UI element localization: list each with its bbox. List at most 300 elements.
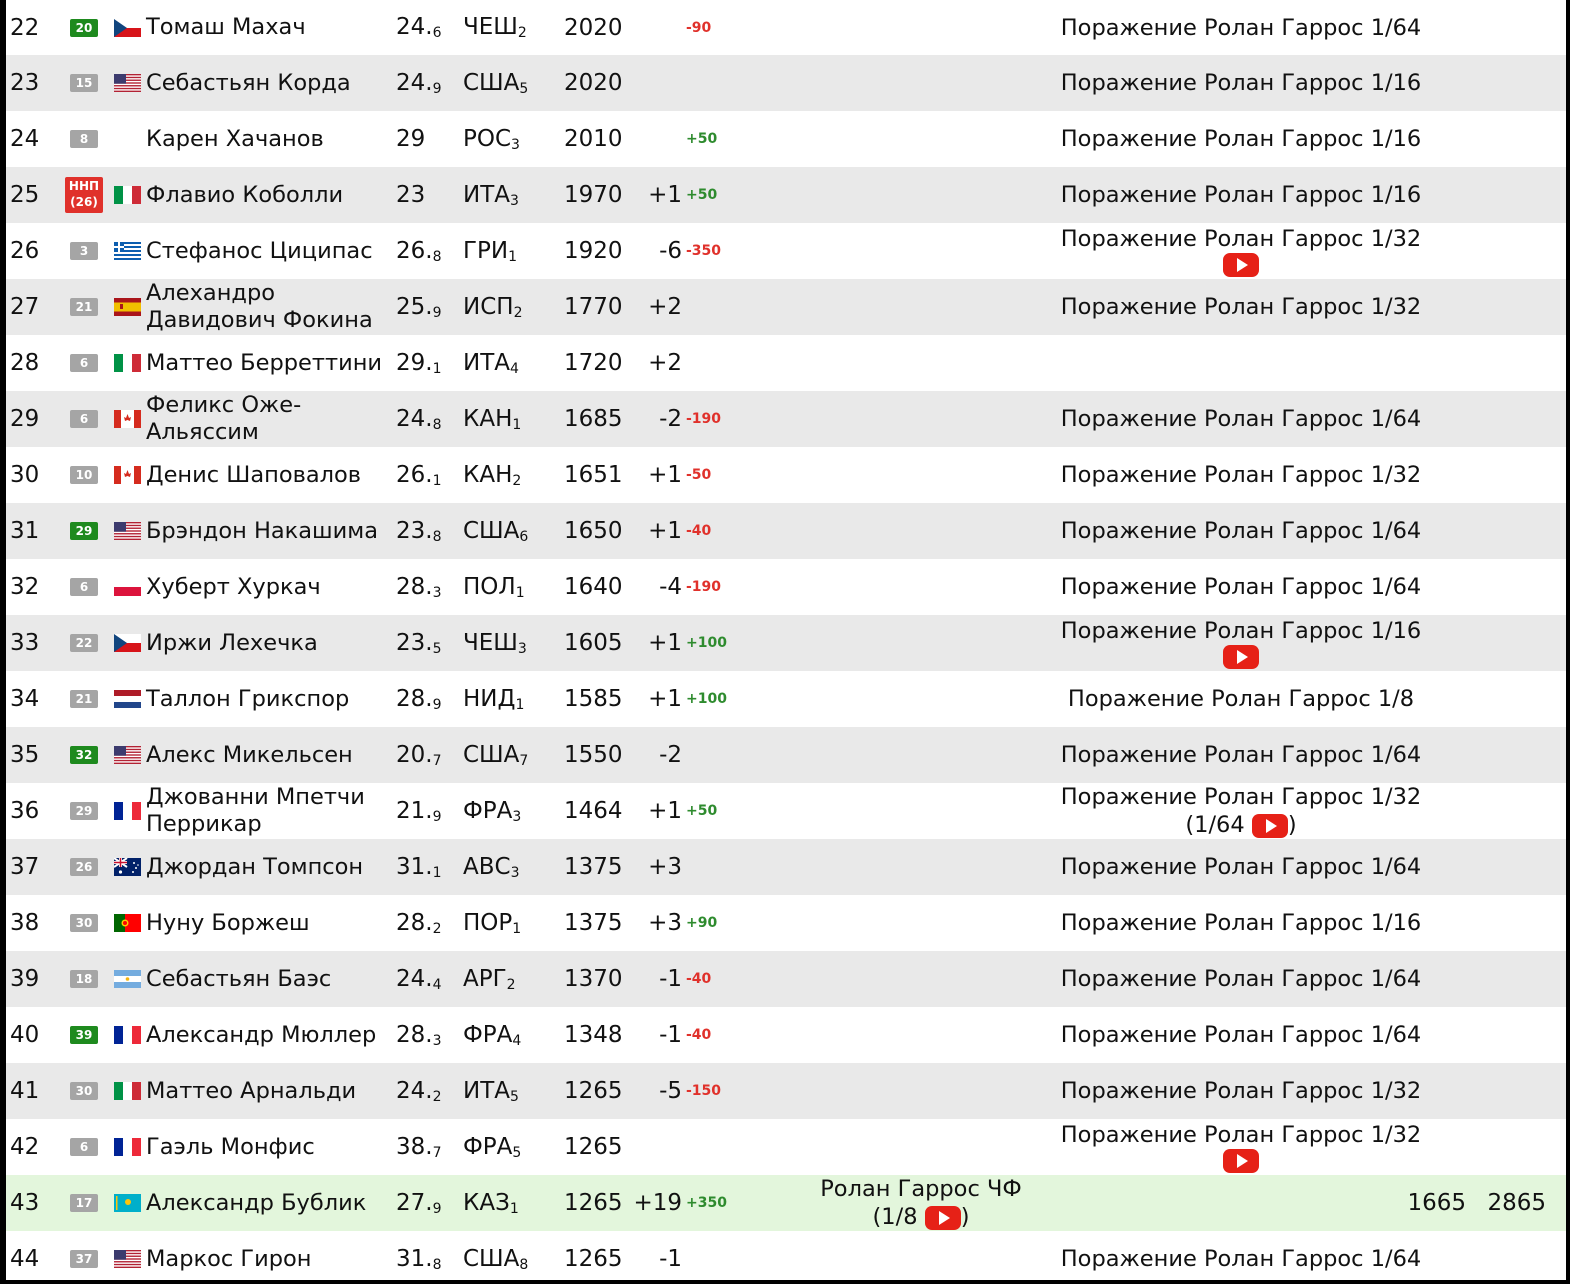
rank-change-badge: 37 <box>70 1250 98 1268</box>
result-text: Поражение Ролан Гаррос 1/64 <box>1060 1246 1422 1272</box>
player-name[interactable]: Брэндон Накашима <box>146 517 379 544</box>
country-cell <box>463 1119 543 1175</box>
country-cell <box>463 335 543 391</box>
points-delta: -90 <box>686 19 712 36</box>
rank-move: +1 <box>648 182 682 208</box>
italy-flag-icon <box>114 1082 141 1100</box>
points: 1265 <box>564 1246 623 1272</box>
result-cell <box>1056 223 1426 279</box>
player-name[interactable]: Флавио Коболли <box>146 181 344 208</box>
table-row <box>6 111 1566 167</box>
max-points <box>1476 783 1546 839</box>
player-name[interactable]: Гаэль Монфис <box>146 1133 315 1160</box>
player-name[interactable]: Джованни Мпетчи Перрикар <box>146 784 365 837</box>
points-delta <box>686 1119 746 1175</box>
rank: 22 <box>10 14 40 41</box>
player-age: $23._8$ <box>396 517 442 545</box>
player-name[interactable]: Феликс Оже-Альяссим <box>146 392 302 445</box>
result-text: Поражение Ролан Гаррос 1/16 <box>1060 182 1422 208</box>
result-cell <box>1056 1119 1426 1175</box>
player-name[interactable]: Себастьян Баэс <box>146 965 332 992</box>
age-cell <box>396 895 456 951</box>
rank: 38 <box>10 910 40 936</box>
age-cell <box>396 0 456 55</box>
result-text: Поражение Ролан Гаррос 1/32 <box>1060 462 1422 488</box>
player-name[interactable]: Карен Хачанов <box>146 125 324 152</box>
max-points <box>1476 1063 1546 1119</box>
max-points <box>1476 279 1546 335</box>
rank-change-cell <box>61 951 107 1007</box>
flag-cell <box>112 279 142 335</box>
rank-move: -4 <box>659 574 682 600</box>
usa-flag-icon <box>114 522 141 540</box>
flag-cell <box>112 1175 142 1231</box>
player-name[interactable]: Хуберт Хуркач <box>146 573 321 600</box>
rank-move: -2 <box>659 406 682 432</box>
table-row <box>6 55 1566 111</box>
points-delta: -350 <box>686 243 722 259</box>
current-tournament-cell <box>776 895 1066 951</box>
rank-move: +2 <box>648 294 682 320</box>
country-cell <box>463 615 543 671</box>
player-age: 29 <box>396 125 426 152</box>
result-text: Поражение Ролан Гаррос 1/64 <box>1060 966 1422 992</box>
flag-cell <box>112 1119 142 1175</box>
country-cell <box>463 727 543 783</box>
current-tournament-cell <box>776 0 1066 55</box>
usa-flag-icon <box>114 74 141 92</box>
france-flag-icon <box>114 1026 141 1044</box>
rank: 35 <box>10 742 40 768</box>
rank-change-badge: 39 <box>70 1026 98 1044</box>
rank-change-badge: 30 <box>70 914 98 932</box>
points-delta: -40 <box>686 523 712 539</box>
result-cell <box>1056 1063 1426 1119</box>
result-text: Поражение Ролан Гаррос 1/8 <box>1067 686 1415 712</box>
player-name[interactable]: Алехандро Давидович Фокина <box>146 280 373 333</box>
country-cell <box>463 839 543 895</box>
current-tournament-cell <box>776 111 1066 167</box>
rank-change-badge: 18 <box>70 970 98 988</box>
player-age: $25._9$ <box>396 293 442 321</box>
rank-change-cell <box>61 727 107 783</box>
rank-move: +1 <box>648 518 682 544</box>
points: 2010 <box>564 126 623 152</box>
country-cell <box>463 1175 543 1231</box>
flag-cell <box>112 951 142 1007</box>
max-points <box>1476 335 1546 391</box>
country-cell <box>463 1007 543 1063</box>
rank: 25 <box>10 182 40 208</box>
country-cell <box>463 55 543 111</box>
points-delta: -190 <box>686 411 722 427</box>
result-text: Поражение Ролан Гаррос 1/64 <box>1060 854 1422 880</box>
points-delta <box>686 279 746 335</box>
projected-points <box>1396 559 1466 615</box>
max-points <box>1476 727 1546 783</box>
rank: 36 <box>10 798 40 824</box>
rank-move: -2 <box>659 742 682 768</box>
rank-change-badge: 29 <box>70 802 98 820</box>
player-name[interactable]: Стефанос Циципас <box>146 237 373 264</box>
points: 2020 <box>564 70 623 96</box>
youtube-icon[interactable] <box>925 1206 961 1230</box>
result-text: Поражение Ролан Гаррос 1/32 <box>1060 226 1422 252</box>
country-code: $ГРИ_1$ <box>463 237 518 265</box>
current-tournament-cell <box>776 335 1066 391</box>
youtube-icon[interactable] <box>1252 814 1288 838</box>
flag-cell <box>112 223 142 279</box>
projected-points <box>1396 391 1466 447</box>
player-name[interactable]: Таллон Грикспор <box>146 685 350 712</box>
rank-move: +3 <box>648 910 682 936</box>
rank-change-cell <box>61 111 107 167</box>
rank-change-cell <box>61 615 107 671</box>
country-code: $КАН_1$ <box>463 405 522 433</box>
player-name[interactable]: Себастьян Корда <box>146 69 351 96</box>
italy-flag-icon <box>114 186 141 204</box>
player-age: $24._4$ <box>396 965 442 993</box>
france-flag-icon <box>114 1138 141 1156</box>
flag-cell <box>112 167 142 223</box>
country-code: $АВС_3$ <box>463 853 520 881</box>
current-tournament-cell <box>776 391 1066 447</box>
rank-change-cell <box>61 671 107 727</box>
flag-cell <box>112 1063 142 1119</box>
points: 1640 <box>564 574 623 600</box>
rank-change-cell <box>61 279 107 335</box>
country-code: $ФРА_5$ <box>463 1133 522 1161</box>
table-row <box>6 1119 1566 1175</box>
country-code: $КАЗ_1$ <box>463 1189 519 1217</box>
rank: 30 <box>10 462 40 488</box>
player-name[interactable]: Алекс Микельсен <box>146 741 353 768</box>
flag-cell <box>112 55 142 111</box>
rank: 37 <box>10 854 40 880</box>
table-row <box>6 951 1566 1007</box>
projected-points <box>1396 0 1466 55</box>
points-delta: -190 <box>686 579 722 595</box>
age-cell <box>396 727 456 783</box>
projected-points <box>1396 783 1466 839</box>
projected-points <box>1396 447 1466 503</box>
result-cell <box>1056 503 1426 559</box>
flag-cell <box>112 335 142 391</box>
flag-cell <box>112 895 142 951</box>
age-cell <box>396 783 456 839</box>
current-tournament-cell <box>776 279 1066 335</box>
points-delta: +100 <box>686 691 727 707</box>
result-cell <box>1056 1007 1426 1063</box>
youtube-icon[interactable] <box>1223 253 1259 277</box>
player-age: $31._8$ <box>396 1245 442 1273</box>
player-name[interactable]: Александр Бублик <box>146 1189 367 1216</box>
projected-points <box>1396 1063 1466 1119</box>
result-text: Поражение Ролан Гаррос 1/32 <box>1060 1122 1422 1148</box>
player-name[interactable]: Александр Мюллер <box>146 1021 377 1048</box>
rank: 23 <box>10 70 40 96</box>
rank-change-badge: 15 <box>70 74 98 92</box>
points: 2020 <box>564 14 623 41</box>
table-row <box>6 391 1566 447</box>
projected-points <box>1396 727 1466 783</box>
table-row <box>6 559 1566 615</box>
player-name[interactable]: Нуну Боржеш <box>146 909 310 936</box>
rank-change-badge: 17 <box>70 1194 98 1212</box>
age-cell <box>396 391 456 447</box>
rank: 34 <box>10 686 40 712</box>
player-age: $26._1$ <box>396 461 442 489</box>
italy-flag-icon <box>114 354 141 372</box>
age-cell <box>396 335 456 391</box>
player-name[interactable]: Джордан Томпсон <box>146 853 364 880</box>
table-row <box>6 1007 1566 1063</box>
rank-change-badge: 21 <box>70 298 98 316</box>
result-cell <box>1056 1231 1426 1280</box>
player-age: $31._1$ <box>396 853 442 881</box>
poland-flag-icon <box>114 578 141 596</box>
points-delta <box>686 335 746 391</box>
result-text: Поражение Ролан Гаррос 1/32 <box>1060 1078 1422 1104</box>
rank-change-badge: 10 <box>70 466 98 484</box>
rank-move: +2 <box>648 350 682 376</box>
rank: 39 <box>10 966 40 992</box>
spain-flag-icon <box>114 298 141 316</box>
usa-flag-icon <box>114 1250 141 1268</box>
result-text: Поражение Ролан Гаррос 1/64 <box>1060 518 1422 544</box>
age-cell <box>396 559 456 615</box>
rank-move <box>636 0 682 55</box>
rank-move: +19 <box>633 1190 682 1216</box>
current-tournament-cell <box>776 447 1066 503</box>
result-cell <box>1056 55 1426 111</box>
current-tournament-cell <box>776 223 1066 279</box>
table-row <box>6 335 1566 391</box>
result-cell <box>1056 615 1426 671</box>
country-code: $США_7$ <box>463 741 529 769</box>
points: 1370 <box>564 966 623 992</box>
rank: 29 <box>10 406 40 432</box>
rank: 40 <box>10 1022 40 1048</box>
argentina-flag-icon <box>114 970 141 988</box>
rank-change-cell <box>61 783 107 839</box>
rank-change-badge: 6 <box>70 354 98 372</box>
rank-change-cell <box>61 55 107 111</box>
flag-cell <box>112 391 142 447</box>
points: 1770 <box>564 294 623 320</box>
age-cell <box>396 615 456 671</box>
result-cell <box>1056 447 1426 503</box>
table-row <box>6 895 1566 951</box>
points: 1970 <box>564 182 623 208</box>
country-code: $ИТА_4$ <box>463 349 519 377</box>
max-points <box>1476 0 1546 55</box>
flag-cell <box>112 1231 142 1280</box>
result-text: Поражение Ролан Гаррос 1/32 <box>1060 784 1422 810</box>
country-code: $ЧЕШ_3$ <box>463 629 527 657</box>
player-age: $28._2$ <box>396 909 442 937</box>
max-points <box>1476 839 1546 895</box>
country-code: $ЧЕШ_2$ <box>463 14 527 41</box>
projected-points <box>1396 895 1466 951</box>
age-cell <box>396 839 456 895</box>
player-age: $24._2$ <box>396 1077 442 1105</box>
result-cell: Поражение Ролан Гаррос 1/32 (1/64 ) <box>1060 784 1422 838</box>
flag-cell <box>112 111 142 167</box>
table-row <box>6 615 1566 671</box>
country-code: $КАН_2$ <box>463 461 522 489</box>
max-points <box>1476 447 1546 503</box>
max-points <box>1476 1007 1546 1063</box>
projected-points <box>1396 951 1466 1007</box>
projected-points <box>1396 1119 1466 1175</box>
rank-change-cell <box>61 335 107 391</box>
max-points <box>1476 503 1546 559</box>
rank: 33 <box>10 630 40 656</box>
player-age: $27._9$ <box>396 1189 442 1217</box>
age-cell <box>396 55 456 111</box>
flag-cell <box>112 615 142 671</box>
result-cell <box>1056 279 1426 335</box>
rank-move: +3 <box>648 854 682 880</box>
result-cell <box>1056 895 1426 951</box>
player-age: $23._5$ <box>396 629 442 657</box>
points: 1651 <box>564 462 623 488</box>
country-cell <box>463 279 543 335</box>
rank-change-badge: 6 <box>70 410 98 428</box>
player-age: $26._8$ <box>396 237 442 265</box>
projected-points <box>1396 839 1466 895</box>
player-name[interactable]: Иржи Лехечка <box>146 629 318 656</box>
points-delta: +90 <box>686 915 718 931</box>
flag-cell <box>112 503 142 559</box>
table-row <box>6 1175 1566 1231</box>
current-tournament-cell <box>776 727 1066 783</box>
rank: 43 <box>10 1190 40 1216</box>
rank-change-badge: ННП (26) <box>65 177 103 213</box>
player-name[interactable]: Денис Шаповалов <box>146 461 362 488</box>
country-cell <box>463 895 543 951</box>
points-delta <box>686 839 746 895</box>
player-name[interactable]: Томаш Махач <box>146 14 306 40</box>
canada-flag-icon <box>114 410 141 428</box>
player-age: $20._7$ <box>396 741 442 769</box>
country-code: $РОС_3$ <box>463 125 520 153</box>
result-text: Поражение Ролан Гаррос 1/64 <box>1060 406 1422 432</box>
youtube-icon[interactable] <box>1223 1149 1259 1173</box>
age-cell <box>396 1007 456 1063</box>
rank-move <box>636 55 682 111</box>
points: 1348 <box>564 1022 623 1048</box>
projected-points <box>1396 111 1466 167</box>
current-tournament-cell <box>776 503 1066 559</box>
age-cell <box>396 223 456 279</box>
rank-move: -6 <box>659 238 682 264</box>
rank-change-badge: 8 <box>70 130 98 148</box>
rank-move <box>636 1119 682 1175</box>
rank: 26 <box>10 238 40 264</box>
player-name[interactable]: Маттео Арнальди <box>146 1077 357 1104</box>
rank-change-cell <box>61 223 107 279</box>
projected-points <box>1396 167 1466 223</box>
points-delta: +100 <box>686 635 727 651</box>
rank-change-cell <box>61 167 107 223</box>
rank-change-badge: 26 <box>70 858 98 876</box>
rank-change-cell <box>61 1007 107 1063</box>
max-points <box>1476 1119 1546 1175</box>
max-points: 2865 <box>1487 1190 1546 1216</box>
czech-flag-icon <box>114 19 141 37</box>
current-tournament-cell <box>776 1119 1066 1175</box>
points: 1550 <box>564 742 623 768</box>
player-age: $28._9$ <box>396 685 442 713</box>
rank: 41 <box>10 1078 40 1104</box>
flag-cell <box>112 727 142 783</box>
country-cell <box>463 1231 543 1280</box>
projected-points <box>1396 615 1466 671</box>
player-age: $24._8$ <box>396 405 442 433</box>
youtube-icon[interactable] <box>1223 645 1259 669</box>
max-points <box>1476 671 1546 727</box>
usa-flag-icon <box>114 746 141 764</box>
result-text: Поражение Ролан Гаррос 1/16 <box>1060 618 1422 644</box>
table-row <box>6 839 1566 895</box>
current-tournament-cell <box>776 671 1066 727</box>
player-name[interactable]: Маттео Берреттини <box>146 349 383 376</box>
projected-points <box>1396 1007 1466 1063</box>
player-name[interactable]: Маркос Гирон <box>146 1245 312 1272</box>
points-delta: -40 <box>686 1027 712 1043</box>
points-delta: +50 <box>686 803 718 819</box>
result-cell <box>1056 671 1426 727</box>
current-tournament-cell <box>776 615 1066 671</box>
country-code: $ФРА_3$ <box>463 797 522 825</box>
projected-points: 1665 <box>1407 1190 1466 1216</box>
projected-points <box>1396 55 1466 111</box>
rank-change-badge: 21 <box>70 690 98 708</box>
max-points <box>1476 167 1546 223</box>
points: 1375 <box>564 854 623 880</box>
current-tournament-cell <box>776 167 1066 223</box>
table-row <box>6 671 1566 727</box>
points-delta <box>686 55 746 111</box>
france-flag-icon <box>114 802 141 820</box>
rank-move: +1 <box>648 686 682 712</box>
country-code: $ИТА_5$ <box>463 1077 519 1105</box>
table-row <box>6 1063 1566 1119</box>
country-code: $США_6$ <box>463 517 529 545</box>
points: 1720 <box>564 350 623 376</box>
result-cell <box>1056 111 1426 167</box>
points-delta: +50 <box>686 131 718 147</box>
rank-change-cell <box>61 1231 107 1280</box>
country-cell <box>463 447 543 503</box>
points: 1375 <box>564 910 623 936</box>
points: 1650 <box>564 518 623 544</box>
age-cell <box>396 111 456 167</box>
age-cell <box>396 1063 456 1119</box>
rank: 28 <box>10 350 40 376</box>
points: 1464 <box>564 798 623 824</box>
result-cell <box>1056 391 1426 447</box>
age-cell <box>396 447 456 503</box>
rank-change-cell <box>61 1063 107 1119</box>
rank-move: +1 <box>648 462 682 488</box>
rank-change-cell <box>61 1119 107 1175</box>
country-cell <box>463 111 543 167</box>
rank-change-badge: 30 <box>70 1082 98 1100</box>
projected-points <box>1396 671 1466 727</box>
